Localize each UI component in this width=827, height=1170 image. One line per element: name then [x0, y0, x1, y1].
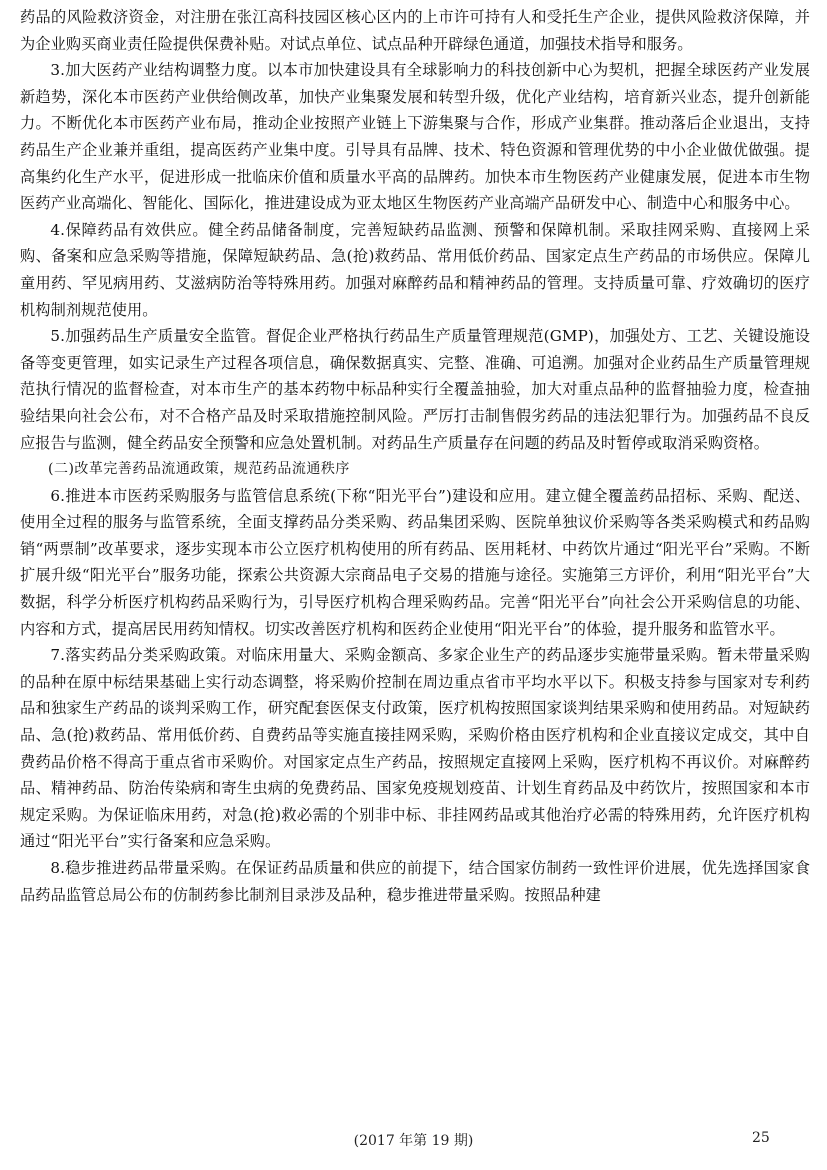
page-footer [0, 1130, 827, 1154]
body-paragraph: 7.落实药品分类采购政策。对临床用量大、采购金额高、多家企业生产的药品逐步实施带量采购。暂未带量采购的品种在原中标结果基础上实行动态调整，将采购价控制在周边重点省市平均水平以下。积极支持参与国家对专利药品和独家生产药品的谈判采购工作，研究配套医保支付政策，医疗机构按照国家谈判结果采购和使用药品。对短缺药品、急(抢)救药品、常用低价药、自费药品等实施直接挂网采购，采购价格由医疗机构和企业直接议定成交，其中自费药品价格不得高于重点省市采购价。对国家定点生产药品，按照规定直接网上采购，医疗机构不再议价。对麻醉药品、精神药品、防治传染病和寄生虫病的免费药品、国家免疫规划疫苗、计划生育药品及中药饮片，按照国家和本市规定采购。为保证临床用药，对急(抢)救必需的个别非中标、非挂网药品或其他治疗必需的特殊用药，允许医疗机构通过“阳光平台”实行备案和应急采购。 [20, 646, 810, 851]
body-paragraph: 5.加强药品生产质量安全监管。督促企业严格执行药品生产质量管理规范(GMP)，加强处方、工艺、关键设施设备等变更管理，如实记录生产过程各项信息，确保数据真实、完整、准确、可追溯。加强对企业药品生产质量管理规范执行情况的监督检查，对本市生产的基本药物中标品种实行全覆盖抽验，加大对重点品种的监督抽验力度，检查抽验结果向社会公布，对不合格产品及时采取措施控制风险。严厉打击制售假劣药品的违法犯罪行为。加强药品不良反应报告与监测，健全药品安全预警和应急处置机制。对药品生产质量存在问题的药品及时暂停或取消采购资格。 [20, 327, 810, 452]
body-paragraph: 8.稳步推进药品带量采购。在保证药品质量和供应的前提下，结合国家仿制药一致性评价进展，优先选择国家食品药品监管总局公布的仿制药参比制剂目录涉及品种，稳步推进带量采购。按照品种建 [20, 859, 810, 904]
body-paragraph: 4.保障药品有效供应。健全药品储备制度，完善短缺药品监测、预警和保障机制。采取挂网采购、直接网上采购、备案和应急采购等措施，保障短缺药品、急(抢)救药品、常用低价药品、国家定点生产药品的市场供应。保障儿童用药、罕见病用药、艾滋病防治等特殊用药。加强对麻醉药品和精神药品的管理。支持质量可靠、疗效确切的医疗机构制剂规范使用。 [20, 220, 810, 319]
body-paragraph: 6.推进本市医药采购服务与监管信息系统(下称“阳光平台”)建设和应用。建立健全覆盖药品招标、采购、配送、使用全过程的服务与监管系统，全面支撑药品分类采购、药品集团采购、医院单独议价采购等各类采购模式和药品购销“两票制”改革要求，逐步实现本市公立医疗机构使用的所有药品、医用耗材、中药饮片通过“阳光平台”采购。不断扩展升级“阳光平台”服务功能，探索公共资源大宗商品电子交易的措施与途径。实施第三方评价，利用“阳光平台”大数据，科学分析医疗机构药品采购行为，引导医疗机构合理采购药品。完善“阳光平台”向社会公开采购信息的功能、内容和方式，提高居民用药知情权。切实改善医疗机构和医药企业使用“阳光平台”的体验，提升服务和监管水平。 [20, 486, 810, 638]
body-paragraph: 3.加大医药产业结构调整力度。以本市加快建设具有全球影响力的科技创新中心为契机，把握全球医药产业发展新趋势，深化本市医药产业供给侧改革，加快产业集聚发展和转型升级，优化产业结构，培育新兴业态，提升创新能力。不断优化本市医药产业布局，推动企业按照产业链上下游集聚与合作，形成产业集群。推动落后企业退出，支持药品生产企业兼并重组，提高医药产业集中度。引导具有品牌、技术、特色资源和管理优势的中小企业做优做强。提高集约化生产水平，促进形成一批临床价值和质量水平高的品牌药。加快本市生物医药产业健康发展，促进本市生物医药产业高端化、智能化、国际化，推进建设成为亚太地区生物医药产业高端产品研发中心、制造中心和服务中心。 [20, 61, 810, 213]
page-number: 25 [752, 1130, 770, 1146]
document-body [20, 4, 810, 908]
section-subheading: (二)改革完善药品流通政策，规范药品流通秩序 [48, 461, 350, 478]
body-paragraph: 药品的风险救济资金，对注册在张江高科技园区核心区内的上市许可持有人和受托生产企业，提供风险救济保障，并为企业购买商业责任险提供保费补贴。对试点单位、试点品种开辟绿色通道，加强技术指导和服务。 [20, 8, 810, 53]
issue-label: (2017 年第 19 期) [353, 1133, 474, 1149]
